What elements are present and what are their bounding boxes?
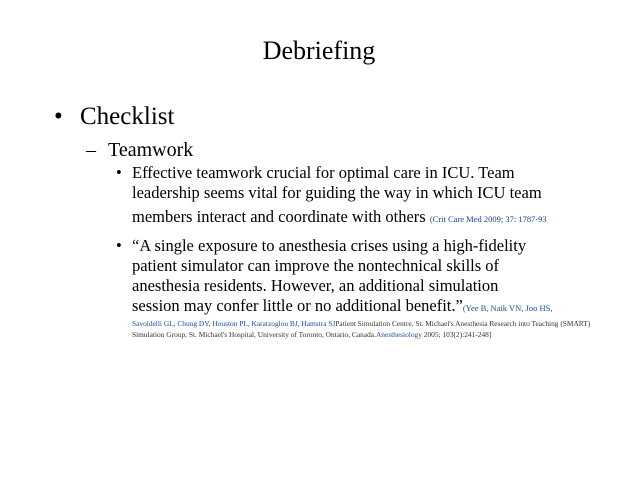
dash-icon: – [86, 139, 96, 161]
bullet-line-with-reference [116, 296, 616, 318]
level1-text: Checklist [80, 103, 175, 130]
level3-bullet-teamwork-importance [116, 163, 616, 229]
reference-authors-link[interactable]: Savoldelli GL, Chung DY, Houston PL, Karatzoglou BJ, Hamstra SJ [132, 319, 336, 328]
reference-authors-link[interactable]: (Yee B, Naik VN, Joo HS, [462, 303, 553, 313]
citation: (Crit Care Med 2009; 37: 1787-93 [429, 214, 547, 224]
reference-volume: 2005; 103(2):241-248] [421, 330, 492, 339]
bullet-line: anesthesia residents. However, an additional simulation [132, 276, 499, 295]
level1-item-checklist [54, 102, 174, 132]
bullet-line: Effective teamwork crucial for optimal care in ICU. Team [132, 163, 515, 182]
bullet-icon: • [116, 236, 122, 255]
bullet-line-text: session may confer little or no additional benefit.” [132, 296, 463, 315]
level2-text: Teamwork [108, 139, 194, 161]
level3-bullet-simulator-quote [116, 236, 616, 340]
level2-item-teamwork [86, 138, 193, 162]
slide-title: Debriefing [262, 36, 376, 65]
bullet-line: “A single exposure to anesthesia crises using a high-fidelity [132, 236, 527, 255]
reference-line [116, 329, 616, 340]
bullet-icon: • [54, 103, 63, 130]
bullet-line: leadership seems vital for guiding the way in which ICU team [132, 183, 542, 202]
reference-affiliation: Simulation Group, St. Michael's Hospital, University of Toronto, Ontario, Canada. [132, 330, 376, 339]
bullet-line: patient simulator can improve the nontechnical skills of [132, 256, 500, 275]
reference-line [116, 318, 616, 329]
bullet-line-text: members interact and coordinate with others [132, 207, 426, 226]
bullet-icon: • [116, 163, 122, 182]
reference-affiliation: Patient Simulation Centre, St. Michael's Anesthesia Research into Teaching (SMART) [335, 319, 591, 328]
reference-journal-link[interactable]: Anesthesiology [375, 330, 422, 339]
bullet-line-with-citation [116, 207, 616, 229]
